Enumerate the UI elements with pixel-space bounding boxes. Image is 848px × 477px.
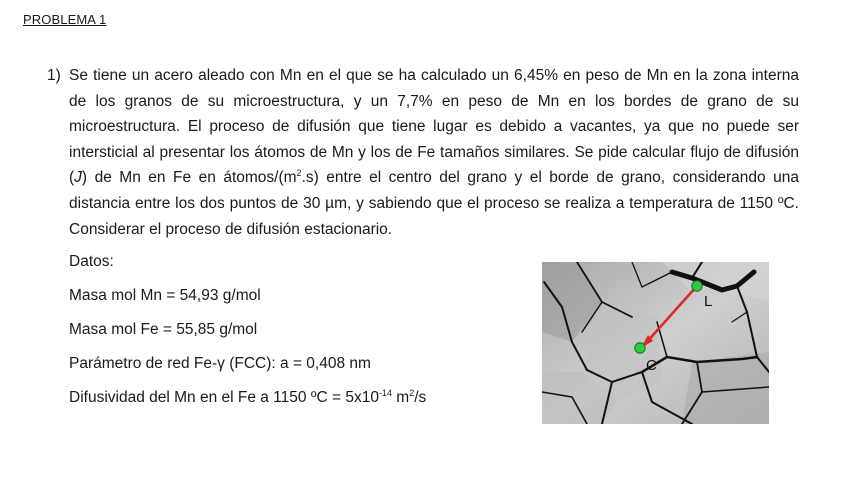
label-l: L (704, 293, 713, 310)
label-c: C (646, 357, 657, 374)
squared-superscript: 2 (296, 168, 302, 179)
statement-part-2: ) de Mn en Fe en átomos/(m (81, 169, 297, 187)
problem-statement (69, 63, 799, 242)
problem-number: 1) (47, 67, 61, 84)
masa-mol-fe: Masa mol Fe = 55,85 g/mol (69, 321, 258, 338)
statement-part-1: Se tiene un acero aleado con Mn en el que se ha calculado un 6,45% en peso de Mn en la zona interna de los granos de su microestructura, y un 7,7% en peso de Mn en los bordes de grano de su microestructura. El proceso de difusión que tiene lugar es debido a vacantes, ya que no puede ser intersticial al presentar los átomos de Mn y los de Fe tamaños similares. Se pide calcular flujo de difusión ( (69, 67, 799, 187)
microstructure-image (542, 262, 769, 424)
difusividad-text: Difusividad del Mn en el Fe a 1150 ºC = 5x10 (69, 389, 379, 406)
statement-part-3: .s) entre el centro del grano y el borde de grano, considerando una distancia entre los dos puntos de 30 µm, y sabiendo que el proceso se realiza a temperatura de 1150 ºC. Considerar el proceso de difusión estacionario. (69, 169, 799, 238)
flux-symbol: J (74, 169, 82, 187)
parametro-red: Parámetro de red Fe-γ (FCC): a = 0,408 nm (69, 355, 371, 372)
problem-title: PROBLEMA 1 (23, 12, 107, 27)
difusividad-unit: m (391, 389, 410, 406)
difusividad (69, 388, 426, 408)
difusividad-unit-exponent: 2 (409, 388, 415, 398)
difusividad-unit-tail: /s (414, 389, 427, 406)
grain-micrograph (542, 262, 769, 424)
masa-mol-mn: Masa mol Mn = 54,93 g/mol (69, 287, 261, 304)
datos-heading: Datos: (69, 253, 114, 270)
difusividad-exponent: -14 (378, 388, 392, 398)
point-c-marker (635, 343, 645, 353)
point-l-marker (692, 281, 702, 291)
